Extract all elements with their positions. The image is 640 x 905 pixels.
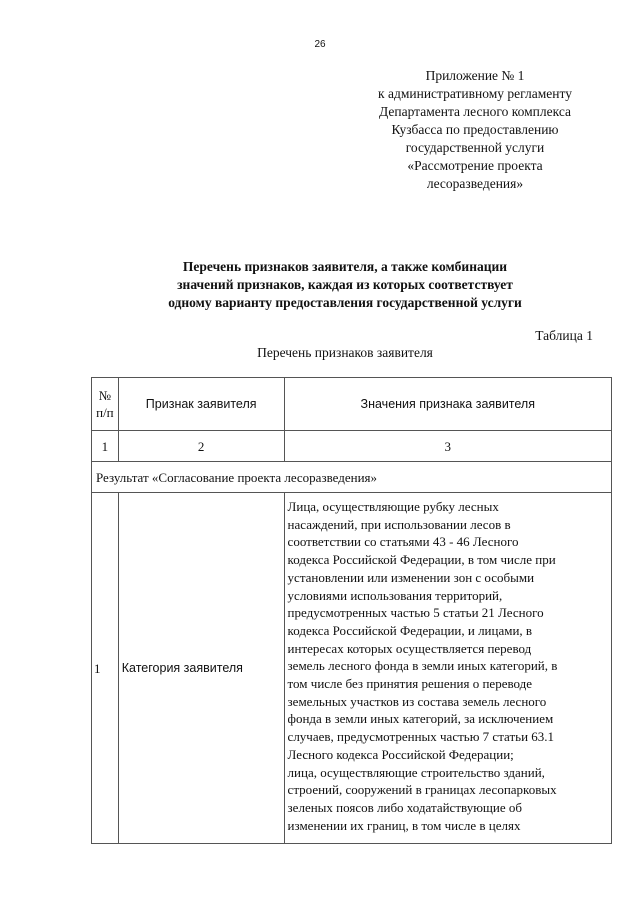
page-number: 26 [314, 39, 326, 50]
value-line: Лица, осуществляющие рубку лесных [287, 499, 499, 514]
appendix-line: государственной услуги [405, 140, 545, 155]
value-line: соответствии со статьями 43 - 46 Лесного [287, 534, 519, 550]
table-header-row [92, 378, 612, 431]
appendix-line: к административному регламенту [378, 86, 572, 101]
value-line: строений, сооружений в границах лесопарковых [287, 782, 557, 798]
value-line: зеленых поясов либо ходатайствующие об [287, 799, 523, 815]
value-line: установлении или изменении зон с особыми [287, 569, 535, 585]
header-values-cell: Значения признака заявителя [284, 378, 611, 431]
result-row [92, 462, 612, 493]
title-line: Перечень признаков заявителя, а также комбинации [182, 259, 508, 274]
value-line: интересах которых осуществляется перевод [287, 640, 532, 656]
row-sign-cell: Категория заявителя [118, 493, 284, 844]
column-numbers-row [92, 431, 612, 462]
header-number-cell: № п/п [92, 378, 119, 431]
title-line: одному варианту предоставления государственной услуги [168, 295, 522, 310]
appendix-line: Приложение № 1 [425, 68, 525, 83]
value-line: предусмотренных частью 5 статьи 21 Лесного [287, 605, 544, 621]
value-line: кодекса Российской Федерации, в том числе при [287, 552, 556, 568]
appendix-note [350, 67, 600, 193]
value-line: изменении их границ, в том числе в целях [287, 817, 521, 833]
value-line: случаев, предусмотренных частью 7 статьи 63.1 [287, 729, 555, 745]
table-row [92, 493, 612, 844]
value-line: Лесного кодекса Российской Федерации; [287, 746, 514, 762]
column-number-cell: 3 [284, 431, 611, 462]
value-line: земель лесного фонда в земли иных категорий, в [287, 658, 558, 674]
value-line: кодекса Российской Федерации, и лицами, в [287, 622, 533, 638]
header-sign-cell: Признак заявителя [118, 378, 284, 431]
appendix-line: Кузбасса по предоставлению [391, 122, 559, 137]
row-values-cell [284, 493, 611, 844]
appendix-line: лесоразведения» [426, 176, 524, 191]
table-number: Таблица 1 [535, 328, 593, 343]
value-line: лица, осуществляющие строительство зданий, [287, 764, 545, 780]
appendix-line: «Рассмотрение проекта [407, 158, 543, 173]
document-title [90, 258, 600, 312]
value-line: условиями использования территорий, [287, 587, 503, 603]
table-caption: Перечень признаков заявителя [257, 345, 433, 360]
appendix-line: Департамента лесного комплекса [379, 104, 571, 119]
applicant-signs-table [91, 377, 612, 844]
result-label-cell: Результат «Согласование проекта лесоразведения» [92, 462, 612, 493]
value-line: фонда в земли иных категорий, за исключением [287, 711, 554, 727]
value-line: том числе без принятия решения о переводе [287, 676, 533, 692]
column-number-cell: 2 [118, 431, 284, 462]
row-number-cell: 1 [92, 493, 119, 844]
value-line: земельных участков из состава земель лесного [287, 693, 547, 709]
value-line: насаждений, при использовании лесов в [287, 516, 511, 532]
title-line: значений признаков, каждая из которых соответствует [177, 277, 513, 292]
column-number-cell: 1 [92, 431, 119, 462]
